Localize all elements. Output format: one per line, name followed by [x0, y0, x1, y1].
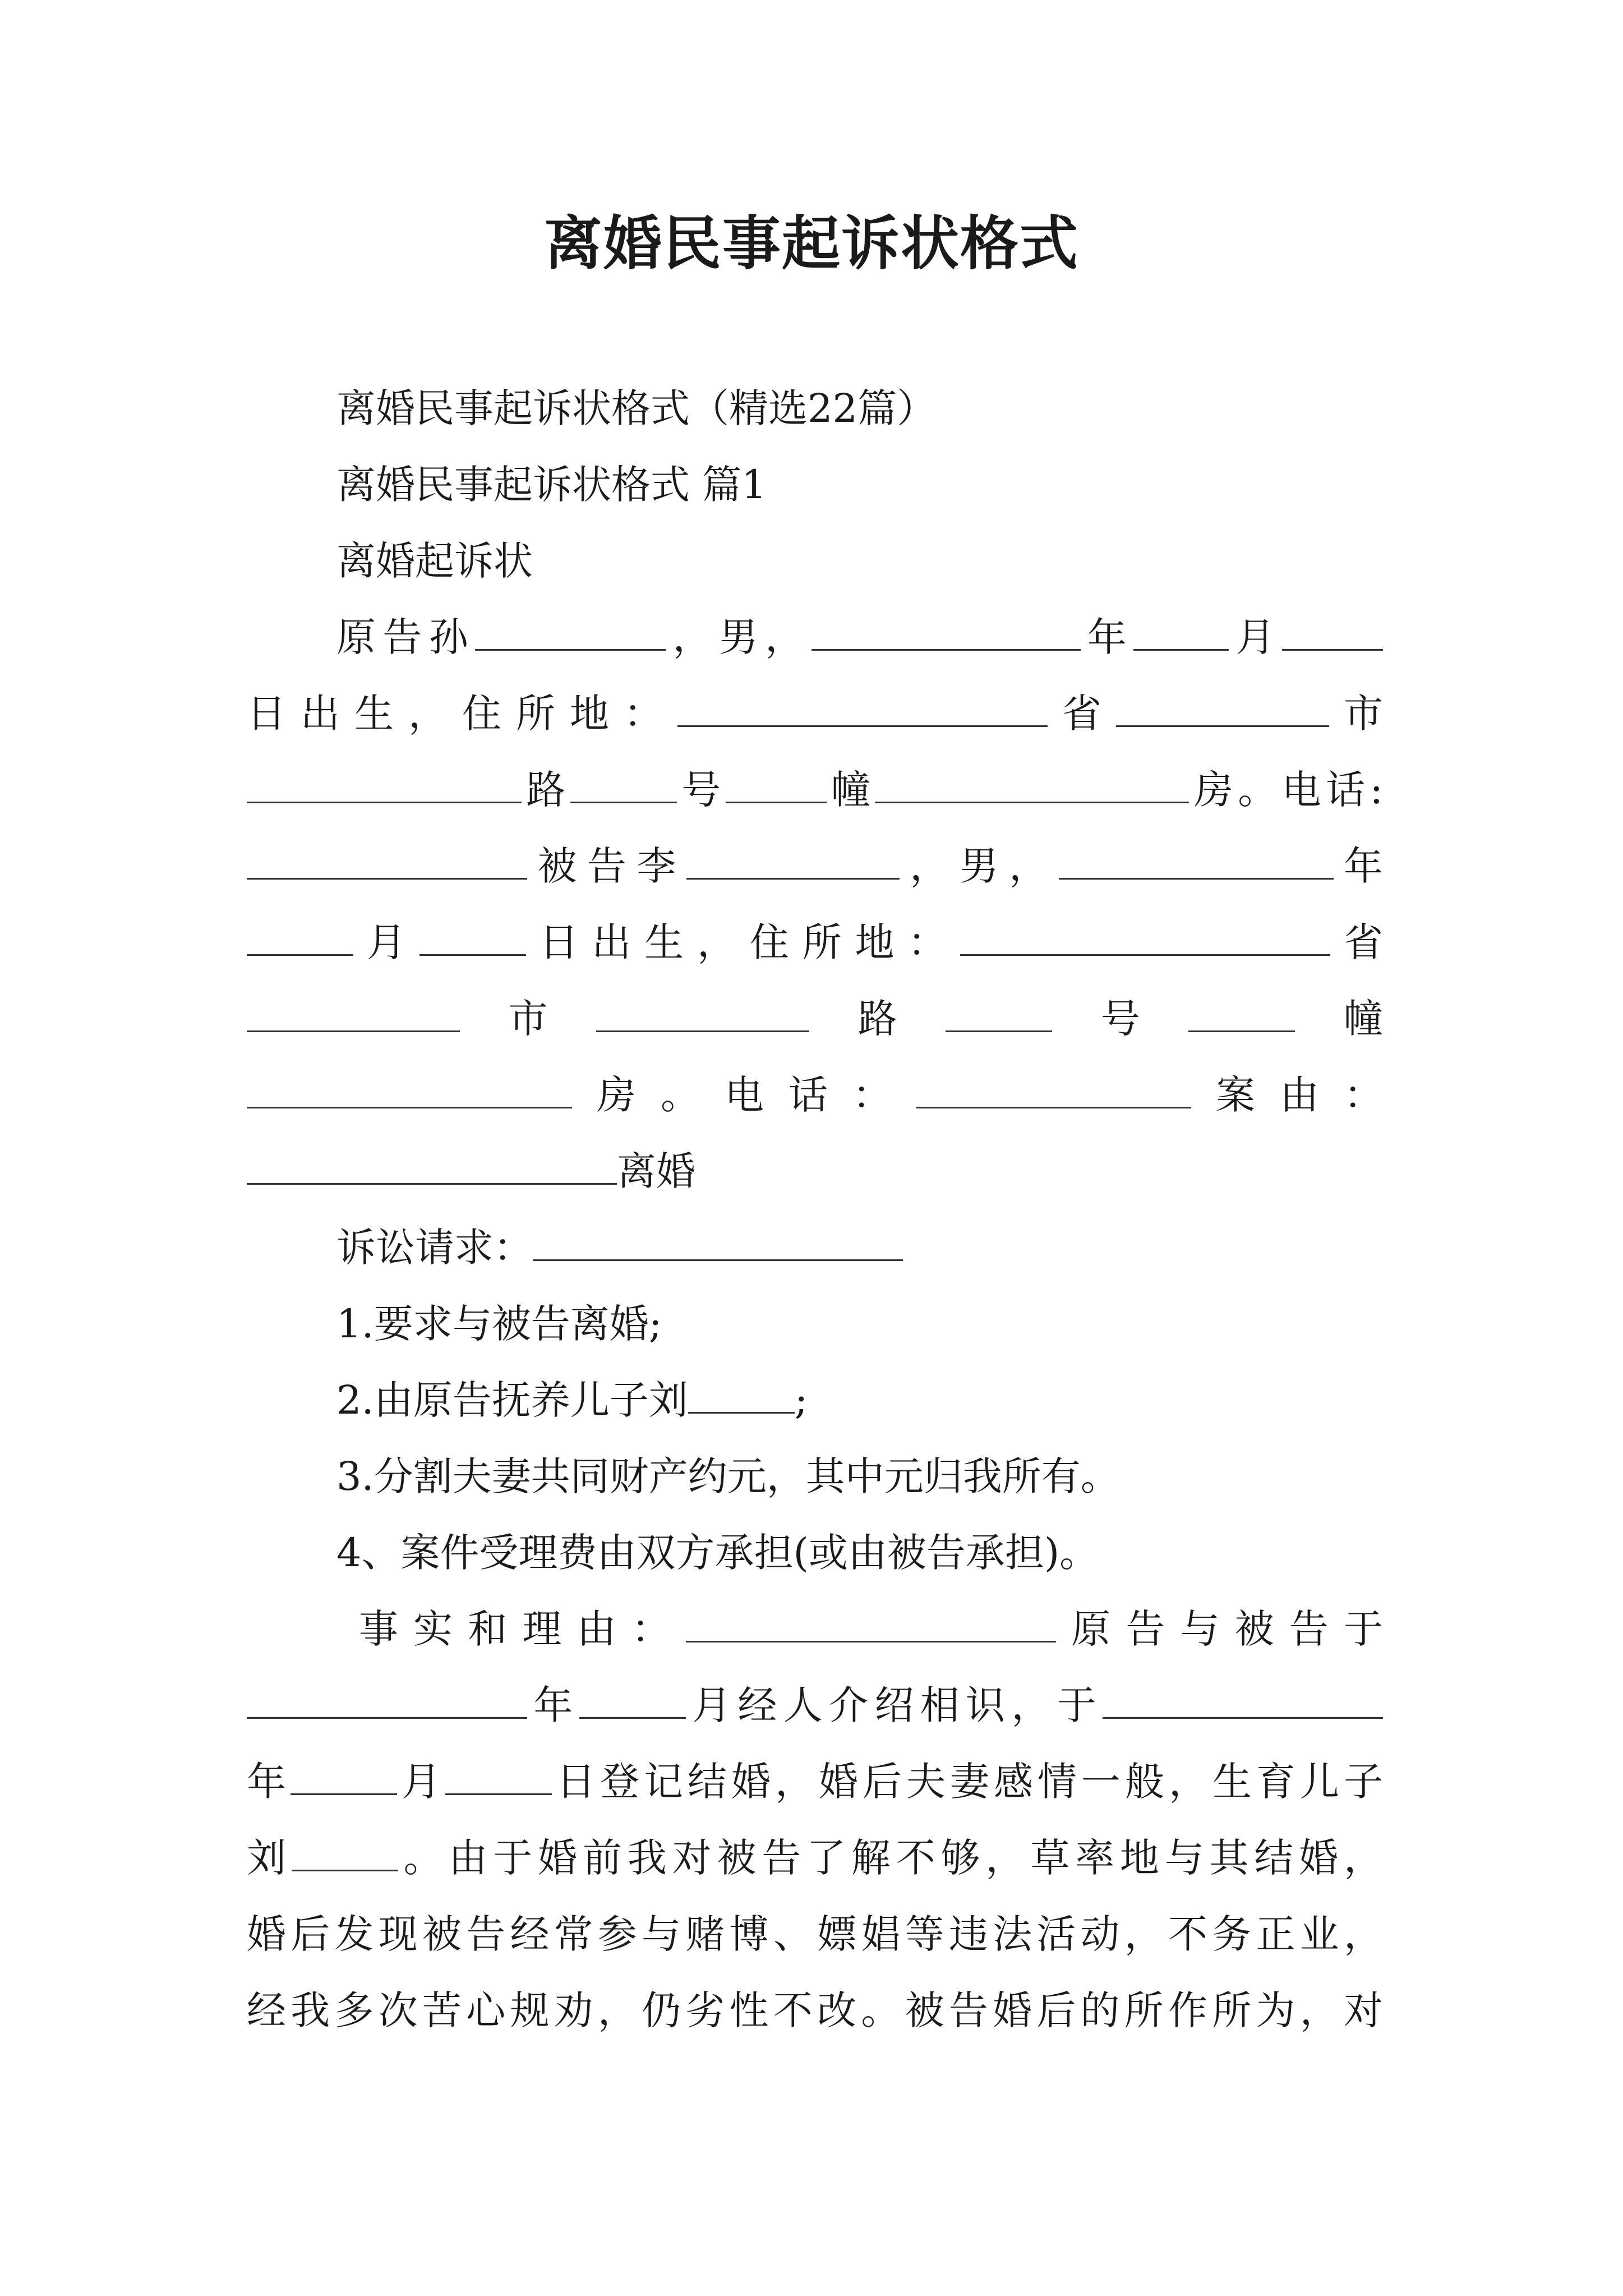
text-fragment: ，男， — [666, 614, 811, 660]
blank-field — [1282, 613, 1383, 651]
defendant-line-2 — [247, 904, 1383, 981]
text-fragment: 。由于婚前我对被告了解不够，草率地与其结婚， — [398, 1835, 1384, 1881]
subtitle-line: 离婚民事起诉状格式（精选22篇） — [336, 385, 937, 431]
blank-field — [247, 766, 522, 803]
facts-line-6: 经我多次苦心规劝，仍劣性不改。被告婚后的所作所为，对 — [247, 1987, 1383, 2033]
text-fragment: 路 — [522, 767, 570, 813]
text-fragment: 日出生，住所地： — [247, 691, 677, 737]
text-fragment: 号 — [1052, 996, 1189, 1042]
blank-field — [1103, 1681, 1383, 1719]
text-fragment: 案由： — [1191, 1072, 1383, 1118]
text-fragment: 年 — [527, 1682, 579, 1728]
doc-heading: 离婚起诉状 — [336, 538, 533, 584]
blank-field — [1133, 613, 1229, 651]
claim-3: 3.分割夫妻共同财产约元，其中元归我所有。 — [336, 1453, 1120, 1499]
claim-2 — [247, 1362, 1383, 1438]
blank-field — [677, 689, 1048, 727]
blank-field — [579, 1681, 686, 1719]
document-title: 离婚民事起诉状格式 — [543, 209, 1079, 278]
text-fragment: 月 — [1229, 614, 1283, 660]
text-fragment: 事实和理由： — [359, 1606, 686, 1652]
blank-field — [291, 1757, 397, 1795]
blank-field — [916, 1071, 1191, 1108]
facts-line-4 — [247, 1820, 1383, 1896]
defendant-line-3 — [247, 981, 1383, 1057]
blank-field — [596, 995, 809, 1032]
text-fragment: 年 — [247, 1759, 291, 1805]
text-fragment: 省 — [1048, 691, 1116, 737]
text-fragment: 日出生，住所地： — [525, 919, 961, 965]
text-fragment: 月 — [353, 919, 419, 965]
plaintiff-line-1 — [247, 599, 1383, 675]
blank-field — [247, 842, 527, 880]
text-fragment: 日登记结婚，婚后夫妻感情一般，生育儿子 — [552, 1759, 1383, 1805]
text-fragment: 路 — [809, 996, 946, 1042]
text-fragment: 房。电话: — [1189, 767, 1384, 813]
blank-field — [292, 1834, 398, 1871]
blank-field — [1188, 995, 1295, 1032]
defendant-line-1 — [247, 828, 1383, 904]
text-fragment: 被告李 — [527, 843, 686, 889]
text-fragment: 市 — [1329, 691, 1383, 737]
text-fragment: 诉讼请求： — [336, 1225, 533, 1271]
blank-field — [570, 766, 677, 803]
text-fragment: ，男， — [899, 843, 1059, 889]
blank-field — [533, 1223, 903, 1261]
blank-field — [419, 918, 526, 956]
blank-field — [960, 918, 1330, 956]
text-fragment: 市 — [460, 996, 597, 1042]
blank-field — [247, 1681, 527, 1719]
text-fragment: 2.由原告抚养儿子刘 — [336, 1377, 688, 1423]
text-fragment: 刘 — [247, 1835, 292, 1881]
text-fragment: 号 — [676, 767, 726, 813]
facts-line-2 — [247, 1667, 1383, 1743]
defendant-line-4 — [247, 1057, 1383, 1133]
plaintiff-line-2 — [247, 675, 1383, 752]
blank-field — [688, 1376, 795, 1414]
section-heading: 离婚民事起诉状格式 篇1 — [336, 462, 767, 508]
case-cause-line — [247, 1133, 1383, 1209]
blank-field — [811, 613, 1081, 651]
text-fragment: ; — [794, 1377, 808, 1423]
claim-1: 1.要求与被告离婚; — [336, 1301, 662, 1347]
blank-field — [875, 766, 1189, 803]
facts-line-1 — [247, 1591, 1383, 1667]
claim-4: 4、案件受理费由双方承担(或由被告承担)。 — [336, 1530, 1099, 1576]
blank-field — [1116, 689, 1329, 727]
blank-field — [445, 1757, 552, 1795]
document-body — [247, 370, 1383, 2049]
blank-field — [686, 842, 900, 880]
text-fragment: 原告与被告于 — [1056, 1606, 1383, 1652]
text-fragment: 幢 — [826, 767, 875, 813]
blank-field — [1059, 842, 1334, 880]
claims-heading — [247, 1209, 1383, 1286]
blank-field — [247, 1147, 617, 1185]
blank-field — [247, 995, 460, 1032]
text-fragment: 离婚 — [617, 1148, 695, 1194]
text-fragment: 年 — [1333, 843, 1384, 889]
blank-field — [247, 918, 353, 956]
text-fragment: 年 — [1080, 614, 1134, 660]
plaintiff-line-3 — [247, 752, 1383, 828]
text-fragment: 幢 — [1295, 996, 1384, 1042]
facts-line-3 — [247, 1743, 1383, 1820]
facts-line-5: 婚后发现被告经常参与赌博、嫖娼等违法活动，不务正业， — [247, 1911, 1383, 1957]
text-fragment: 原告孙 — [336, 614, 476, 660]
text-fragment: 月 — [397, 1759, 445, 1805]
text-fragment: 月经人介绍相识，于 — [685, 1682, 1103, 1728]
blank-field — [475, 613, 666, 651]
text-fragment: 房。电话： — [572, 1072, 916, 1118]
text-fragment: 省 — [1330, 919, 1384, 965]
blank-field — [946, 995, 1052, 1032]
blank-field — [247, 1071, 572, 1108]
blank-field — [726, 766, 827, 803]
blank-field — [686, 1605, 1056, 1642]
